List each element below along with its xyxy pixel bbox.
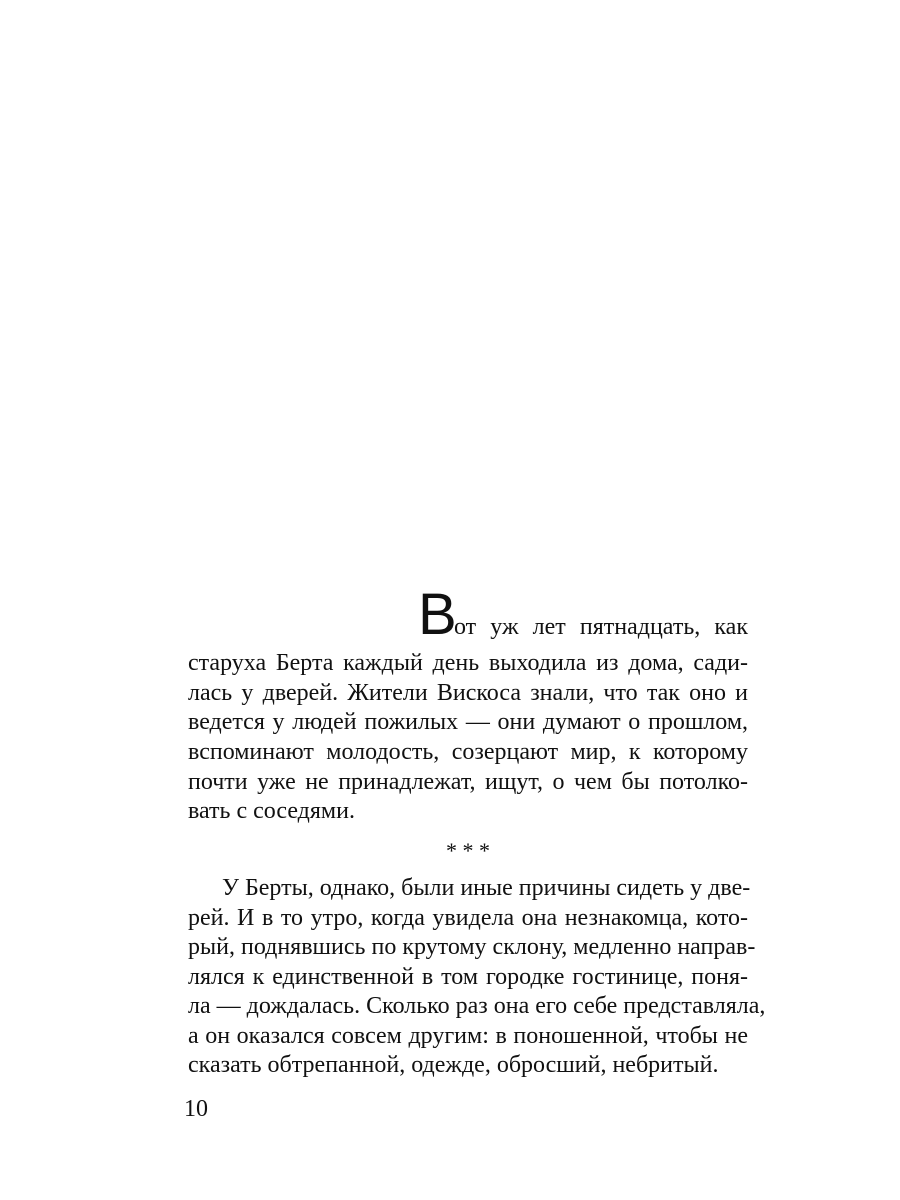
paragraph-2-line: рей. И в то утро, когда увидела она незнакомца, кото-	[188, 905, 748, 931]
paragraph-2-line: рый, поднявшись по крутому склону, медленно направ-	[188, 934, 756, 960]
paragraph-1-line: лась у дверей. Жители Вискоса знали, что так оно и	[188, 680, 748, 706]
paragraph-1-line: вать с соседями.	[188, 798, 355, 824]
paragraph-2-line: а он оказался совсем другим: в поношенной, чтобы не	[188, 1023, 748, 1049]
paragraph-2-line: У Берты, однако, были иные причины сидеть у две-	[222, 875, 751, 901]
opening-line-text: от уж лет пятнадцать, как	[454, 614, 748, 640]
paragraph-1-line: старуха Берта каждый день выходила из дома, сади-	[188, 650, 748, 676]
paragraph-1-line: почти уже не принадлежат, ищут, о чем бы потолко-	[188, 769, 748, 795]
paragraph-2-line: лялся к единственной в том городке гостинице, поня-	[188, 964, 748, 990]
page-number: 10	[184, 1096, 208, 1122]
paragraph-2-line: сказать обтрепанной, одежде, обросший, небритый.	[188, 1052, 719, 1078]
paragraph-2-line: ла — дождалась. Сколько раз она его себе представляла,	[188, 993, 766, 1019]
opening-line	[418, 582, 748, 647]
section-separator: * * *	[446, 838, 490, 863]
paragraph-1-line: ведется у людей пожилых — они думают о прошлом,	[188, 709, 748, 735]
paragraph-1-line: вспоминают молодость, созерцают мир, к которому	[188, 739, 748, 765]
drop-cap: В	[418, 582, 457, 647]
